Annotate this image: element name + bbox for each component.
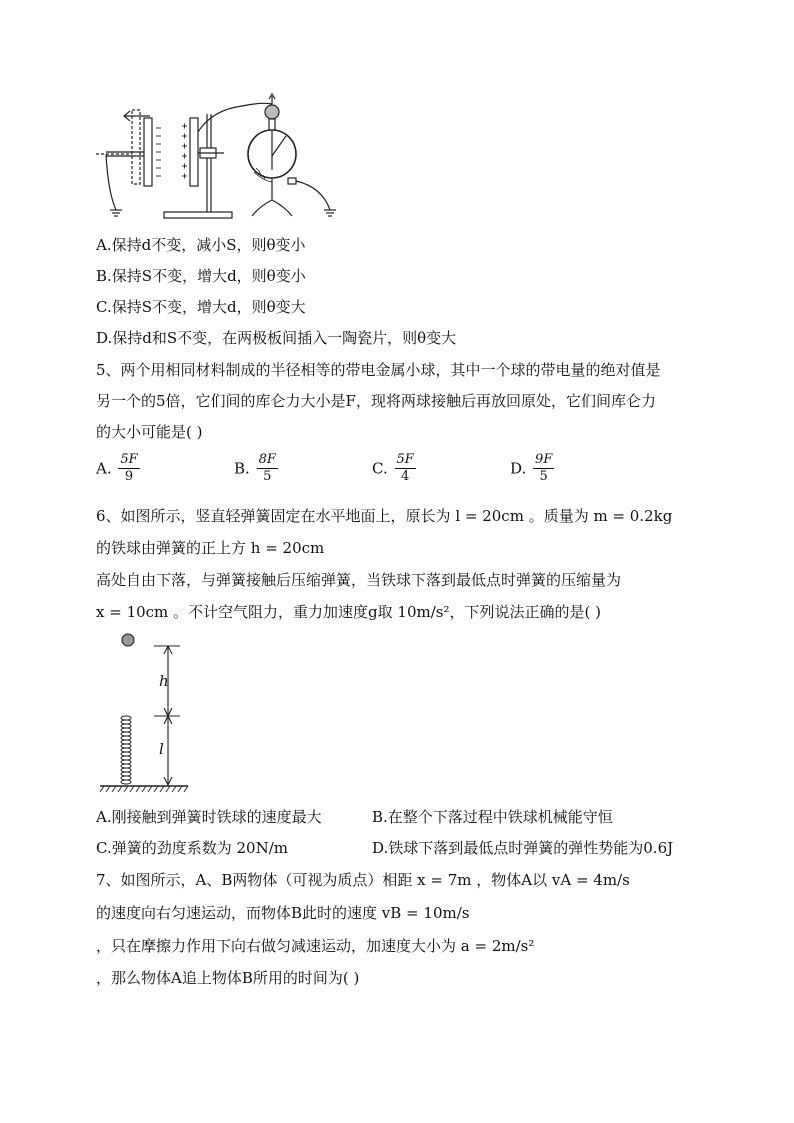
q7-text-line1: 7、如图所示，A、B两物体（可视为质点）相距 x = 7m ，物体A以 vA = 4m/s <box>96 871 630 889</box>
q5-option-denominator: 5 <box>263 469 272 484</box>
q6-text-line4: x = 10cm 。不计空气阻力，重力加速度g取 10m/s²，下列说法正确的是( ) <box>96 603 601 621</box>
q5-option-c <box>372 452 418 485</box>
q5-option-b <box>234 452 280 485</box>
q5-option-numerator: 5F <box>120 452 138 467</box>
q5-option-denominator: 5 <box>539 469 548 484</box>
label-h: h <box>159 672 169 690</box>
q5-option-numerator: 5F <box>396 452 414 467</box>
q4-option-a: A.保持d不变，减小S，则θ变小 <box>96 236 306 254</box>
spring <box>121 716 131 784</box>
q5-option-label: D. <box>510 459 527 478</box>
q6-option-a: A.刚接触到弹簧时铁球的速度最大 <box>96 808 322 826</box>
q5-text-line3: 的大小可能是( ) <box>96 423 203 441</box>
q5-text-line1: 5、两个用相同材料制成的半径相等的带电金属小球，其中一个球的带电量的绝对值是 <box>96 361 661 379</box>
q5-option-a <box>96 452 142 485</box>
q7-text-line3: ，只在摩擦力作用下向右做匀减速运动，加速度大小为 a = 2m/s² <box>96 937 535 955</box>
q6-text-line1: 6、如图所示，竖直轻弹簧固定在水平地面上，原长为 l = 20cm 。质量为 m = 0.2kg <box>96 507 673 525</box>
q4-option-d: D.保持d和S不变，在两极板间插入一陶瓷片，则θ变大 <box>96 329 457 347</box>
q7-text-line4: ，那么物体A追上物体B所用的时间为( ) <box>96 969 360 987</box>
q5-option-denominator: 9 <box>124 469 134 484</box>
q4-option-c: C.保持S不变，增大d，则θ变大 <box>96 298 306 316</box>
q5-option-numerator: 9F <box>535 452 553 467</box>
q5-option-label: C. <box>372 459 388 478</box>
q5-option-d <box>510 452 556 485</box>
q6-option-c: C.弹簧的劲度系数为 20N/m <box>96 839 288 857</box>
q5-text-line2: 另一个的5倍，它们间的库仑力大小是F，现将两球接触后再放回原处，它们间库仑力 <box>96 392 656 410</box>
label-l: l <box>159 740 164 758</box>
iron-ball <box>122 634 134 646</box>
spring-ball-figure <box>96 630 196 800</box>
q4-option-b: B.保持S不变，增大d，则θ变小 <box>96 267 306 285</box>
capacitor-electroscope-figure <box>92 92 342 228</box>
q6-text-line3: 高处自由下落，与弹簧接触后压缩弹簧，当铁球下落到最低点时弹簧的压缩量为 <box>96 571 622 589</box>
q5-option-numerator: 8F <box>258 452 276 467</box>
q6-text-line2: 的铁球由弹簧的正上方 h = 20cm <box>96 539 325 557</box>
q6-option-d: D.铁球下落到最低点时弹簧的弹性势能为0.6J <box>372 839 674 857</box>
q6-option-b: B.在整个下落过程中铁球机械能守恒 <box>372 808 613 826</box>
q7-text-line2: 的速度向右匀速运动，而物体B此时的速度 vB = 10m/s <box>96 904 470 922</box>
q5-option-label: B. <box>234 459 250 478</box>
q5-option-denominator: 4 <box>401 469 410 484</box>
q5-option-label: A. <box>96 459 112 478</box>
